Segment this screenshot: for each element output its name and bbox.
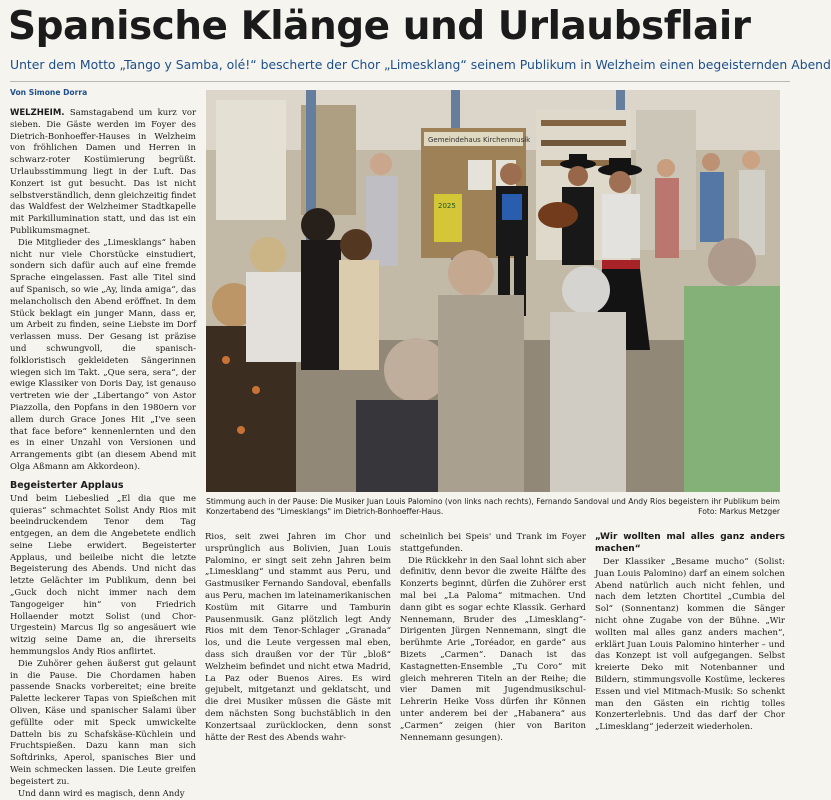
photo-caption	[206, 497, 780, 517]
paragraph-text: Samstagabend um kurz vor sieben. Die Gäste werden im Foyer des Dietrich-Bonhoeffer-Hauses in Welzheim von fröhlichen Damen und Herren in schwarz-roter Kostümierung begrüßt. Urlaubsstimmung liegt in der Luft. Das Konzert ist gut besucht. Das ist nicht selbstverständlich, denn gleichzeitig findet das Waldfest der Welzheimer Stadtkapelle mit Parkillumination statt, und das ist ein Publikumsmagnet.	[10, 108, 197, 236]
text-column-4	[595, 532, 785, 744]
poster-text: 2025	[438, 202, 456, 210]
sign-text: Gemeindehaus Kirchenmusik	[428, 136, 531, 144]
text-column-1	[10, 108, 197, 799]
header-divider	[10, 81, 790, 82]
subheading: Begeisterter Applaus	[10, 479, 124, 491]
text-column-2	[205, 532, 391, 744]
photo-credit: Foto: Markus Metzger	[698, 507, 780, 517]
paragraph: Und beim Liebeslied „El dia que me quieras“ schmachtet Solist Andy Rios mit beeindruckendem Tenor dem Tag entgegen, an dem die Angebetete endlich seine Liebe erwidert. Begeisterter Applaus, und beileibe nicht die letzte Begeisterung des Abends. Und nicht das letzte Gelächter im Publikum, denn bei „Guck doch nicht immer nach dem Tangogeiger hin“ von Friedrich Hollaender motzt Solist (und Chor-Urgestein) Marcus Ilg so angesäuert wie witzig seine Dame an, die ihrerseits hemmungslos Andy Rios anflirtet.	[10, 493, 196, 658]
paragraph: Rios, seit zwei Jahren im Chor und ursprünglich aus Bolivien, Juan Louis Palomino, er singt seit zehn Jahren beim „Limesklang“ und stammt aus Peru, und Gastmusiker Fernando Sandoval, ebenfalls aus Peru, machen im lateinamerikanischen Kostüm mit Gitarre und Tamburin Pausenmusik. Ganz plötzlich legt Andy Rios mit dem Tenor-Schlager „Granada“ los, und die Leute vergessen mal eben, dass sich draußen vor der Tür „bloß“ Welzheim befindet und nicht etwa Madrid, La Paz oder Buenos Aires. Es wird gejubelt, mitgetanzt und geklatscht, und die drei Musiker müssen die Gäste mit dem nächsten Song buchstäblich in den Konzertsaal zurücklocken, denn sonst hätte der Rest des Abends wahr-	[205, 532, 391, 743]
byline: Von Simone Dorra	[10, 88, 88, 97]
paragraph: scheinlich bei Speis' und Trank im Foyer stattgefunden.	[400, 532, 586, 554]
paragraph: Und dann wird es magisch, denn Andy	[18, 788, 185, 799]
paragraph: Der Klassiker „Besame mucho“ (Solist: Juan Louis Palomino) darf an einem solchen Abend natürlich auch nicht fehlen, und nach dem letzten Chortitel „Cumbia del Sol“ (Sonnentanz) kommen die Sänger nicht ohne Zugabe von der Bühne. „Wir wollten mal alles ganz anders machen“, erklärt Juan Louis Palomino hinterher – und das Konzept ist voll aufgegangen. Selbst kreierte Deko mit Notenbanner und Bildern, stimmungsvolle Kostüme, leckeres Essen und viel Mitmach-Musik: So schenkt man den Gästen ein richtig tolles Konzerterlebnis. Und das darf der Chor „Limesklang“ jederzeit wiederholen.	[595, 557, 785, 733]
dateline: WELZHEIM.	[10, 108, 65, 118]
paragraph	[10, 108, 196, 238]
paragraph: Die Mitglieder des „Limesklangs“ haben nicht nur viele Chorstücke einstudiert, sondern sich dafür auch auf eine fremde Sprache eingelassen. Fast alle Titel sind auf Spanisch, so wie „Ay, linda amiga“, das melancholisch den Abend eröffnet. In dem Stück beklagt ein junger Mann, dass er, um Arbeit zu finden, seine Liebste im Dorf verlassen muss. Der Gesang ist präzise und schwungvoll, die spanisch-folkloristisch gekleideten Sängerinnen wiegen sich im Takt. „Que sera, sera“, der ewige Klassiker von Doris Day, ist genauso vertreten wie der „Libertango“ von Astor Piazzolla, den Popfans in den 1980ern vor allem durch Grace Jones Hit „I've seen that face before“ kennenlernten und den es in einer Unzahl von Versionen und Arrangements gibt (an diesem Abend mit Olga Aßmann am Akkordeon).	[10, 237, 196, 472]
concert-photo	[206, 90, 780, 492]
photo-shade	[206, 90, 780, 492]
paragraph: Die Rückkehr in den Saal lohnt sich aber definitiv, denn bevor die zweite Hälfte des Konzerts beginnt, dürfen die Zuhörer erst mal bei „La Paloma“ mitmachen. Und dann gibt es sogar echte Klassik. Gerhard Nennemann, Bruder des „Limesklang“-Dirigenten Jürgen Nennemann, singt die berühmte Arie „Toréador, en garde“ aus Bizets „Carmen“. Danach ist das Kastagnetten-Ensemble „Tu Coro“ mit gleich mehreren Titeln an der Reihe; die vier Damen mit Jugendmusikschul-Lehrerin Heike Voss dürfen ihr Können unter anderem bei der „Habanera“ aus „Carmen“ zeigen (hier von Bariton Nennemann gesungen).	[400, 555, 586, 743]
subheading: „Wir wollten mal alles ganz anders machen“	[595, 532, 785, 554]
paragraph: Die Zuhörer gehen äußerst gut gelaunt in die Pause. Die Chordamen haben passende Snacks vorbereitet; eine breite Palette leckerer Tapas von Spießchen mit Oliven, Käse und spanischer Salami über gefüllte oder mit Speck umwickelte Datteln bis zu Schafskäse-Küchlein und Fruchtspießen. Dazu kann man sich Softdrinks, Aperol, spanisches Bier und Wein schmecken lassen. Die Leute greifen begeistert zu.	[10, 658, 196, 787]
text-column-3	[400, 532, 586, 744]
article-headline: Spanische Klänge und Urlaubsflair	[8, 4, 751, 49]
article-subheadline: Unter dem Motto „Tango y Samba, olé!“ bescherte der Chor „Limesklang“ seinem Publikum in Welzheim einen begeisternden Abend	[10, 57, 831, 72]
concert-photo-illustration	[206, 90, 780, 492]
caption-text: Stimmung auch in der Pause: Die Musiker Juan Louis Palomino (von links nach rechts), Fernando Sandoval und Andy Rios begeistern ihr Publikum beim Konzertabend des "Limesklangs" im Dietrich-Bonhoeffer-Haus.	[206, 497, 780, 517]
